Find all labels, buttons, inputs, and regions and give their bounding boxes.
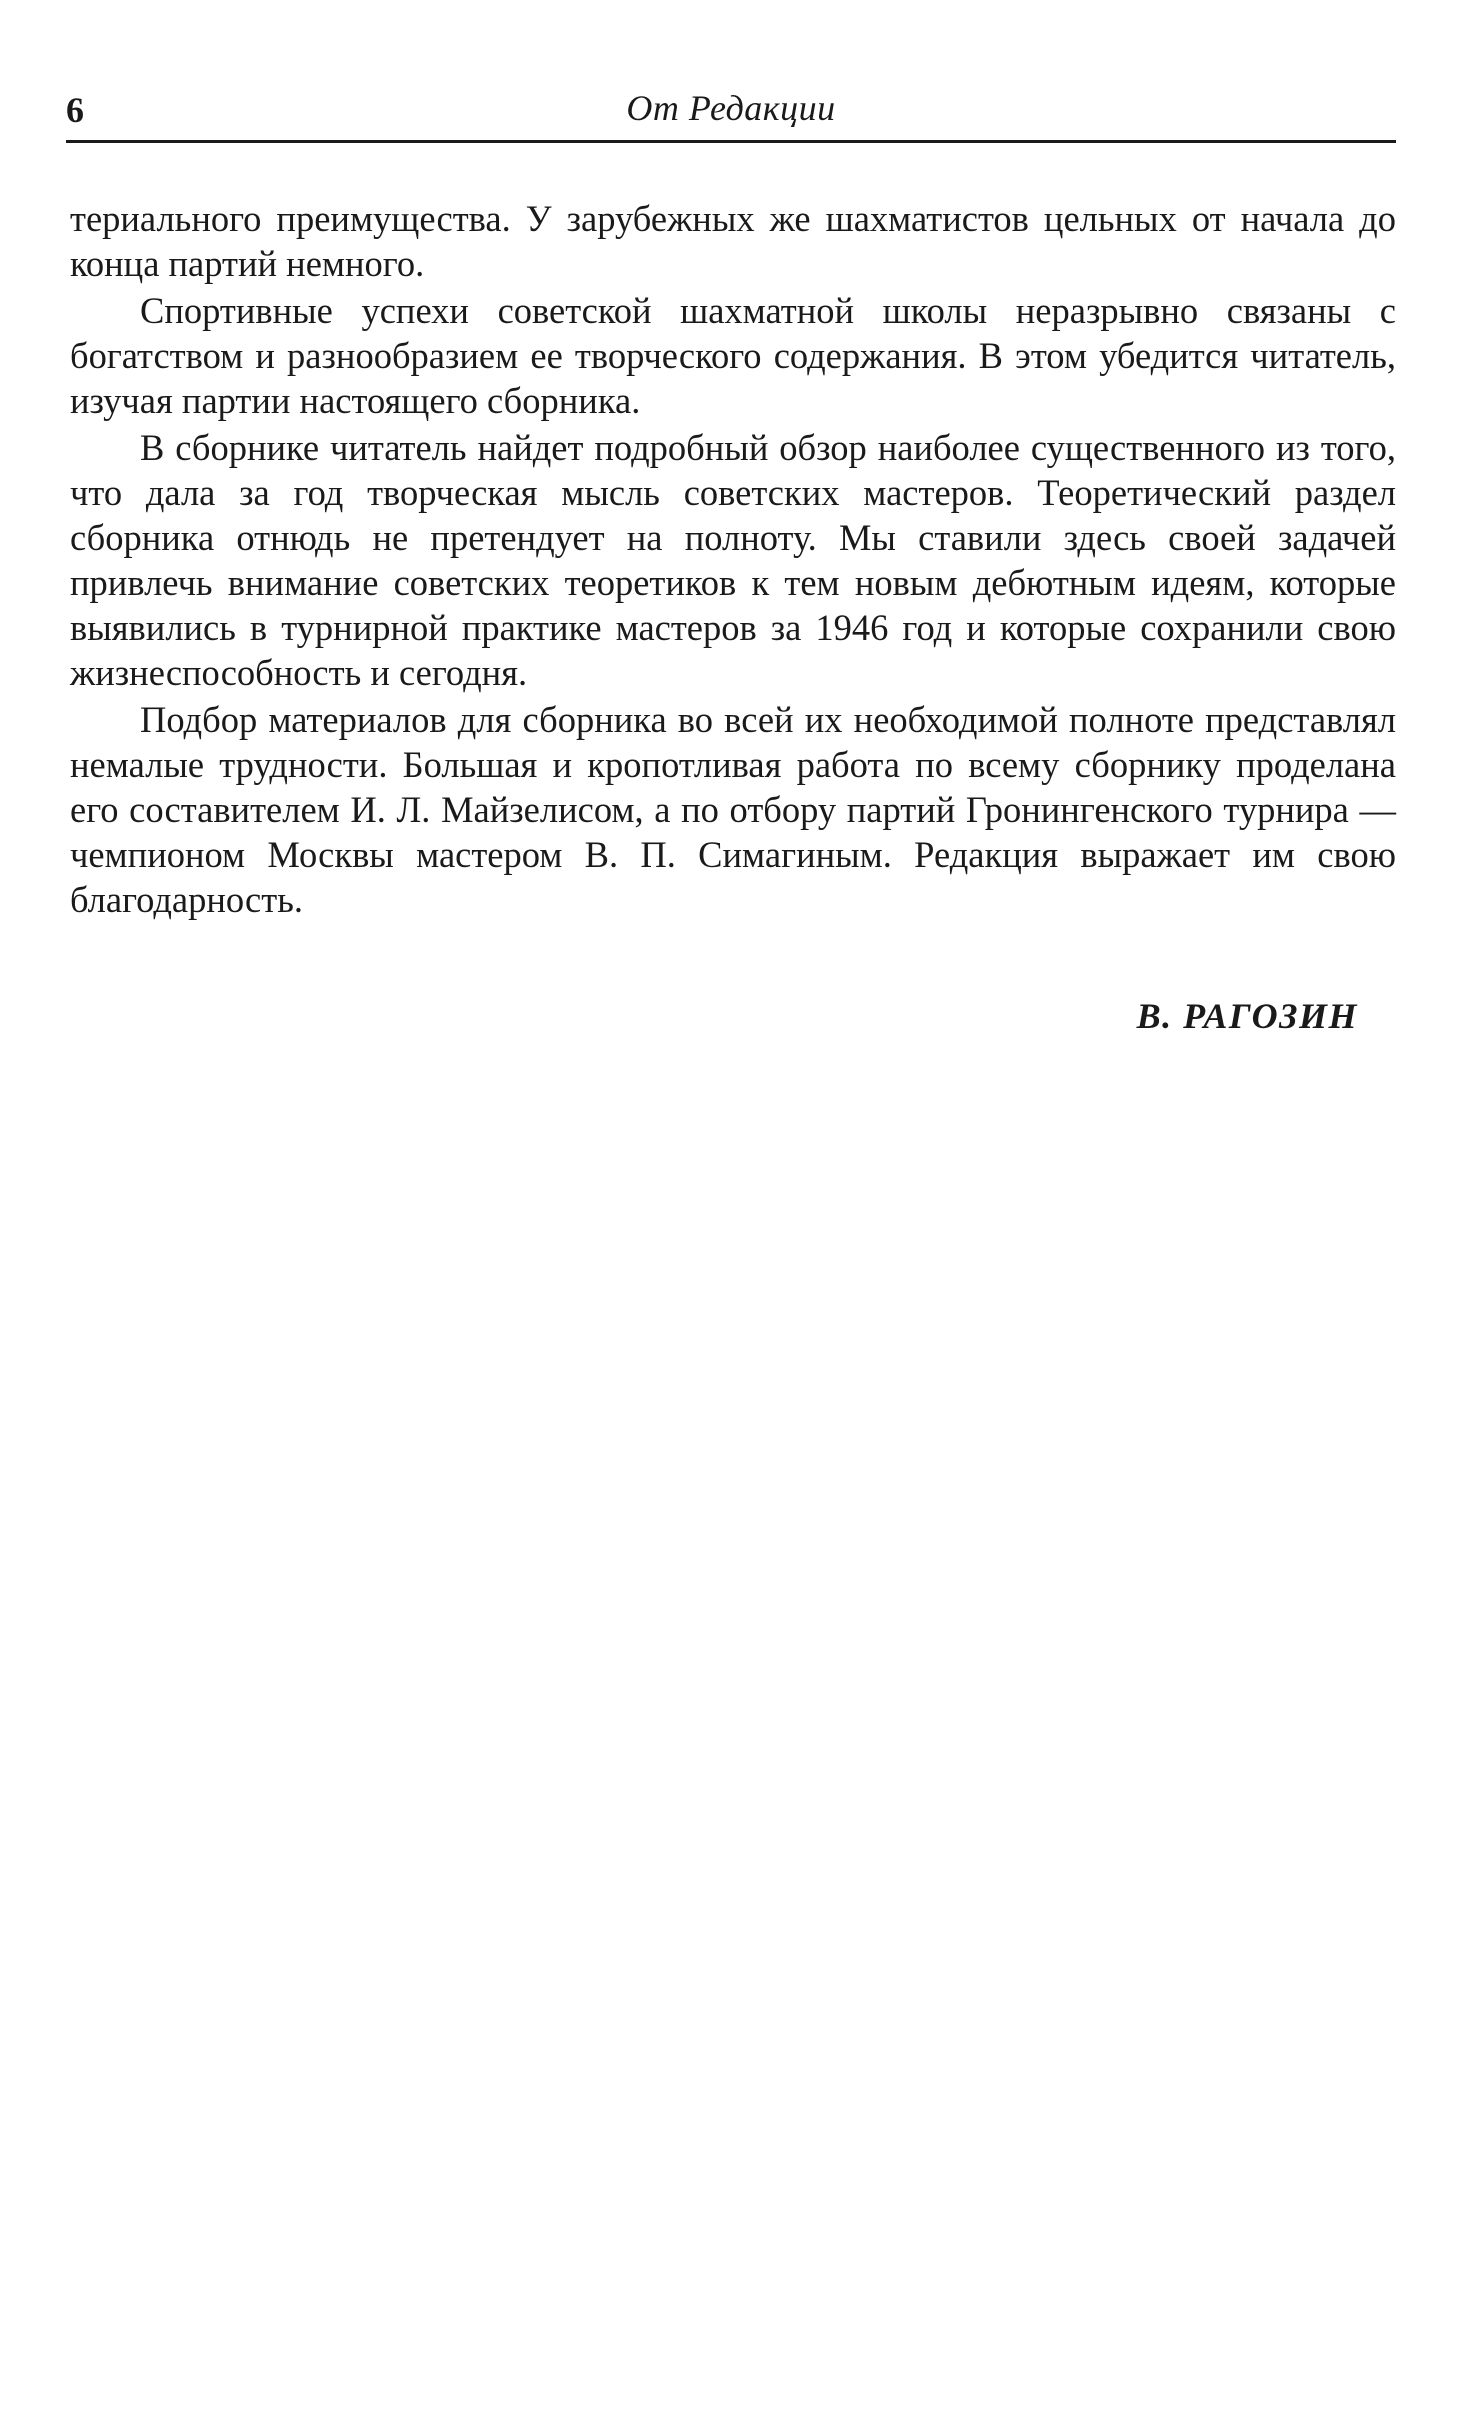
paragraph: Спортивные успехи советской шахматной школы неразрывно связаны с богатством и разнообразием ее творческого содержания. В этом убедится читатель, изучая партии настоящего сборника.	[70, 290, 1396, 421]
paragraph: Подбор материалов для сборника во всей их необходимой полноте представлял немалые трудности. Большая и кропотливая работа по всему сборнику проделана его составителем И. Л. Майзелисом, а по отбору партий Гронингенского турнира — чемпионом Москвы мастером В. П. Симагиным. Редакция выражает им свою благодарность.	[70, 699, 1396, 920]
paragraph: В сборнике читатель найдет подробный обзор наиболее существенного из того, что дала за год творческая мысль советских мастеров. Теоретический раздел сборника отнюдь не претендует на полноту. Мы ставили здесь своей задачей привлечь внимание советских теоретиков к тем новым дебютным идеям, которые выявились в турнирной практике мастеров за 1946 год и которые сохранили свою жизнеспособность и сегодня.	[70, 427, 1396, 693]
paragraph-continuation: териального преимущества. У зарубежных же шахматистов цельных от начала до конца партий немного.	[70, 198, 1396, 284]
running-head	[66, 82, 1396, 142]
author-signature: В. РАГОЗИН	[1136, 996, 1358, 1036]
header-divider	[66, 140, 1396, 143]
body-text	[70, 196, 1396, 922]
page-number: 6	[66, 90, 84, 130]
running-head-title: От Редакции	[626, 88, 836, 128]
